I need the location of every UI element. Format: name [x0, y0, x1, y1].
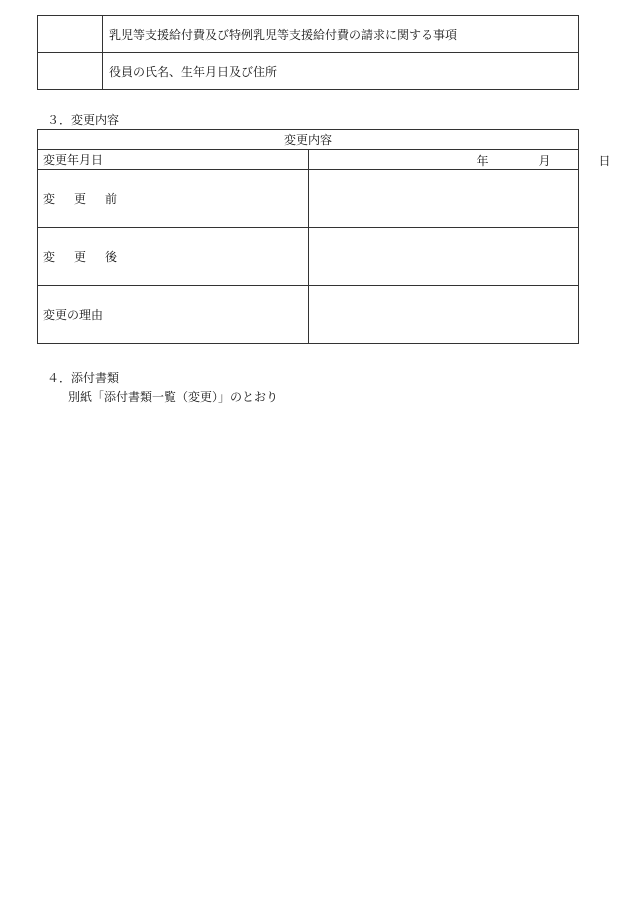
- table-row: [38, 170, 579, 228]
- label-char: 後: [105, 250, 118, 264]
- item-table: [37, 15, 579, 90]
- table-row: [38, 286, 579, 344]
- item-label-cell: [38, 16, 103, 53]
- section-3-heading: ３．変更内容: [47, 113, 120, 127]
- label-char: 変: [43, 192, 56, 206]
- table-row: [38, 53, 579, 90]
- table-row: [38, 150, 579, 170]
- change-date-label: 変更年月日: [38, 150, 309, 170]
- label-char: 変: [43, 250, 56, 264]
- item-content-cell: 役員の氏名、生年月日及び住所: [103, 53, 579, 90]
- before-change-label: [38, 170, 309, 228]
- label-char: 更: [74, 192, 87, 206]
- table-row: [38, 130, 579, 150]
- item-content-cell: 乳児等支援給付費及び特例乳児等支援給付費の請求に関する事項: [103, 16, 579, 53]
- label-char: 更: [74, 250, 87, 264]
- month-label: 月: [538, 154, 551, 168]
- after-change-field[interactable]: [308, 228, 579, 286]
- table-row: [38, 16, 579, 53]
- table-row: [38, 228, 579, 286]
- before-change-field[interactable]: [308, 170, 579, 228]
- label-char: 前: [105, 192, 118, 206]
- after-change-label: [38, 228, 309, 286]
- attachment-note: 別紙「添付書類一覧（変更）」のとおり: [68, 390, 279, 404]
- year-label: 年: [476, 154, 489, 168]
- change-table-caption: 変更内容: [38, 130, 579, 150]
- section-4-heading: ４．添付書類: [47, 371, 120, 385]
- change-date-field[interactable]: [308, 150, 611, 170]
- change-reason-field[interactable]: [308, 286, 579, 344]
- change-details-table: [37, 129, 611, 344]
- item-label-cell: [38, 53, 103, 90]
- change-reason-label: 変更の理由: [38, 286, 309, 344]
- day-label: 日: [598, 154, 611, 168]
